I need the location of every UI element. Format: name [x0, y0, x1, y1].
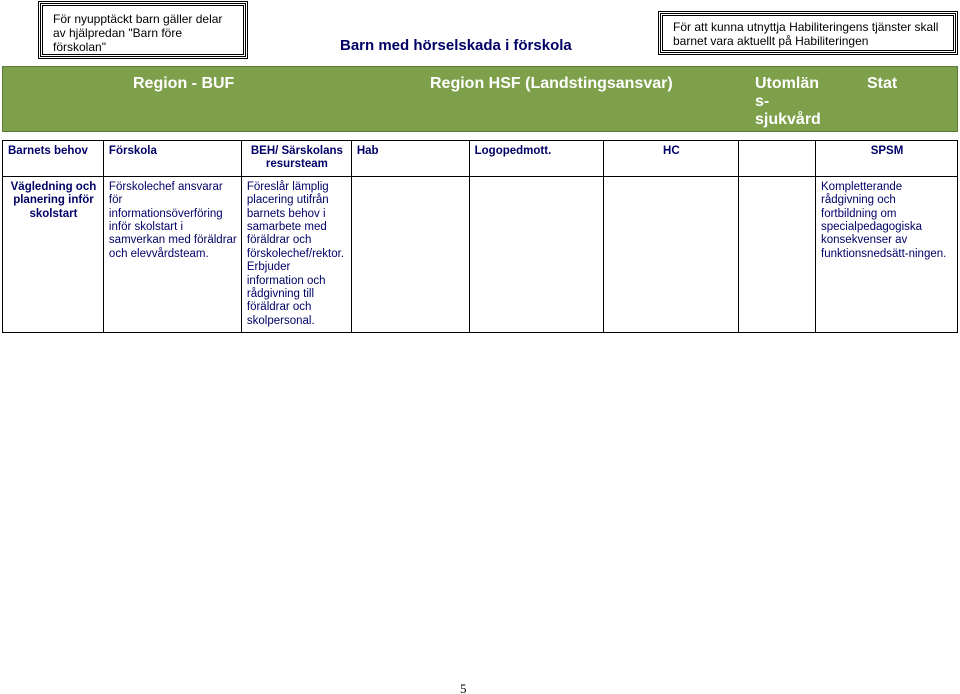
header-logoped: Logopedmott. [469, 141, 603, 177]
header-forskola: Förskola [103, 141, 241, 177]
table-row [3, 176, 958, 332]
header-hab: Hab [351, 141, 469, 177]
cell-forskola: Förskolechef ansvarar för informationsöverföring inför skolstart i samverkan med föräldrar och elevvårdsteam. [103, 176, 241, 332]
cell-logoped [469, 176, 603, 332]
header-empty [739, 141, 816, 177]
info-note-left [40, 3, 246, 57]
cell-hc [603, 176, 739, 332]
header-beh: BEH/ Särskolans resursteam [241, 141, 351, 177]
region-header-band [2, 66, 958, 132]
info-note-right [660, 13, 956, 53]
region-stat-label: Stat [867, 75, 898, 92]
cell-hab [351, 176, 469, 332]
cell-beh: Föreslår lämplig placering utifrån barnets behov i samarbete med föräldrar och förskolechef/rektor. Erbjuder information och rådgivning till föräldrar och skolpersonal. [241, 176, 351, 332]
responsibility-table [2, 140, 958, 333]
cell-spsm: Kompletterande rådgivning och fortbildning om specialpedagogiska konsekvenser av funktionsnedsätt-ningen. [816, 176, 958, 332]
table-header-row [3, 141, 958, 177]
region-buf-label: Region - BUF [133, 75, 235, 92]
cell-empty [739, 176, 816, 332]
info-note-right-text: För att kunna utnyttja Habiliteringens tjänster skall barnet vara aktuellt på Habiliteringen [673, 20, 939, 48]
page-title: Barn med hörselskada i förskola [340, 37, 572, 54]
header-spsm: SPSM [816, 141, 958, 177]
region-utomlan-label: Utomlän s-sjukvård [755, 75, 821, 128]
page-number: 5 [460, 681, 467, 694]
info-note-left-text: För nyupptäckt barn gäller delar av hjälpredan "Barn före förskolan" [53, 12, 223, 54]
header-barnets-behov: Barnets behov [3, 141, 104, 177]
region-hsf-label: Region HSF (Landstingsansvar) [430, 75, 673, 92]
cell-behov: Vägledning och planering inför skolstart [3, 176, 104, 332]
header-hc: HC [603, 141, 739, 177]
